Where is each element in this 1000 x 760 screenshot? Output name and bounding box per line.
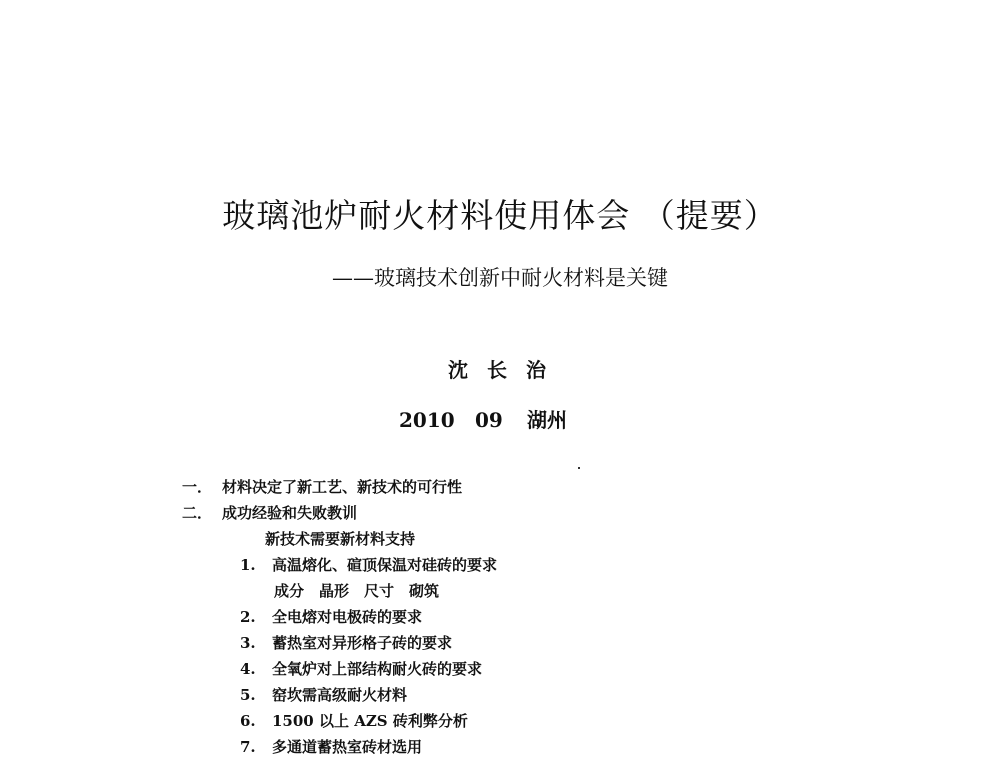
item-number: 3. (240, 634, 256, 652)
subtitle-text: ——玻璃技术创新中耐火材料是关键 (332, 266, 668, 290)
section-text: 成功经验和失败教训 (222, 504, 358, 522)
document-subtitle (0, 262, 1000, 292)
item-text: 蓄热室对异形格子砖的要求 (272, 634, 453, 652)
intro-text: 新技术需要新材料支持 (265, 530, 416, 548)
section-mark: 一． (182, 478, 213, 496)
item-number: 7. (240, 738, 256, 756)
item-text: 多通道蓄热室砖材选用 (272, 738, 423, 756)
item-number: 5. (240, 686, 256, 704)
item-text: 高温熔化、碹顶保温对硅砖的要求 (272, 556, 498, 574)
section-text: 材料决定了新工艺、新技术的可行性 (222, 478, 463, 496)
scan-speck (578, 467, 580, 469)
item-text: 成分 晶形 尺寸 砌筑 (274, 582, 440, 600)
author-name: 沈 长 治 (448, 358, 552, 382)
section-mark: 二． (182, 504, 213, 522)
date-month: 09 (475, 408, 503, 432)
item-text: 1500 以上 AZS 砖利弊分析 (272, 712, 468, 730)
item-number: 6. (240, 712, 256, 730)
dateline (399, 404, 567, 433)
date-place: 湖州 (527, 408, 567, 432)
item-text: 全电熔对电极砖的要求 (272, 608, 423, 626)
item-number: 1. (240, 556, 256, 574)
item-text: 全氧炉对上部结构耐火砖的要求 (272, 660, 483, 678)
item-number: 4. (240, 660, 256, 678)
item-number: 2. (240, 608, 256, 626)
date-year: 2010 (399, 408, 455, 432)
document-title: 玻璃池炉耐火材料使用体会 （提要） (222, 196, 778, 235)
item-text: 窑坎需高级耐火材料 (272, 686, 408, 704)
